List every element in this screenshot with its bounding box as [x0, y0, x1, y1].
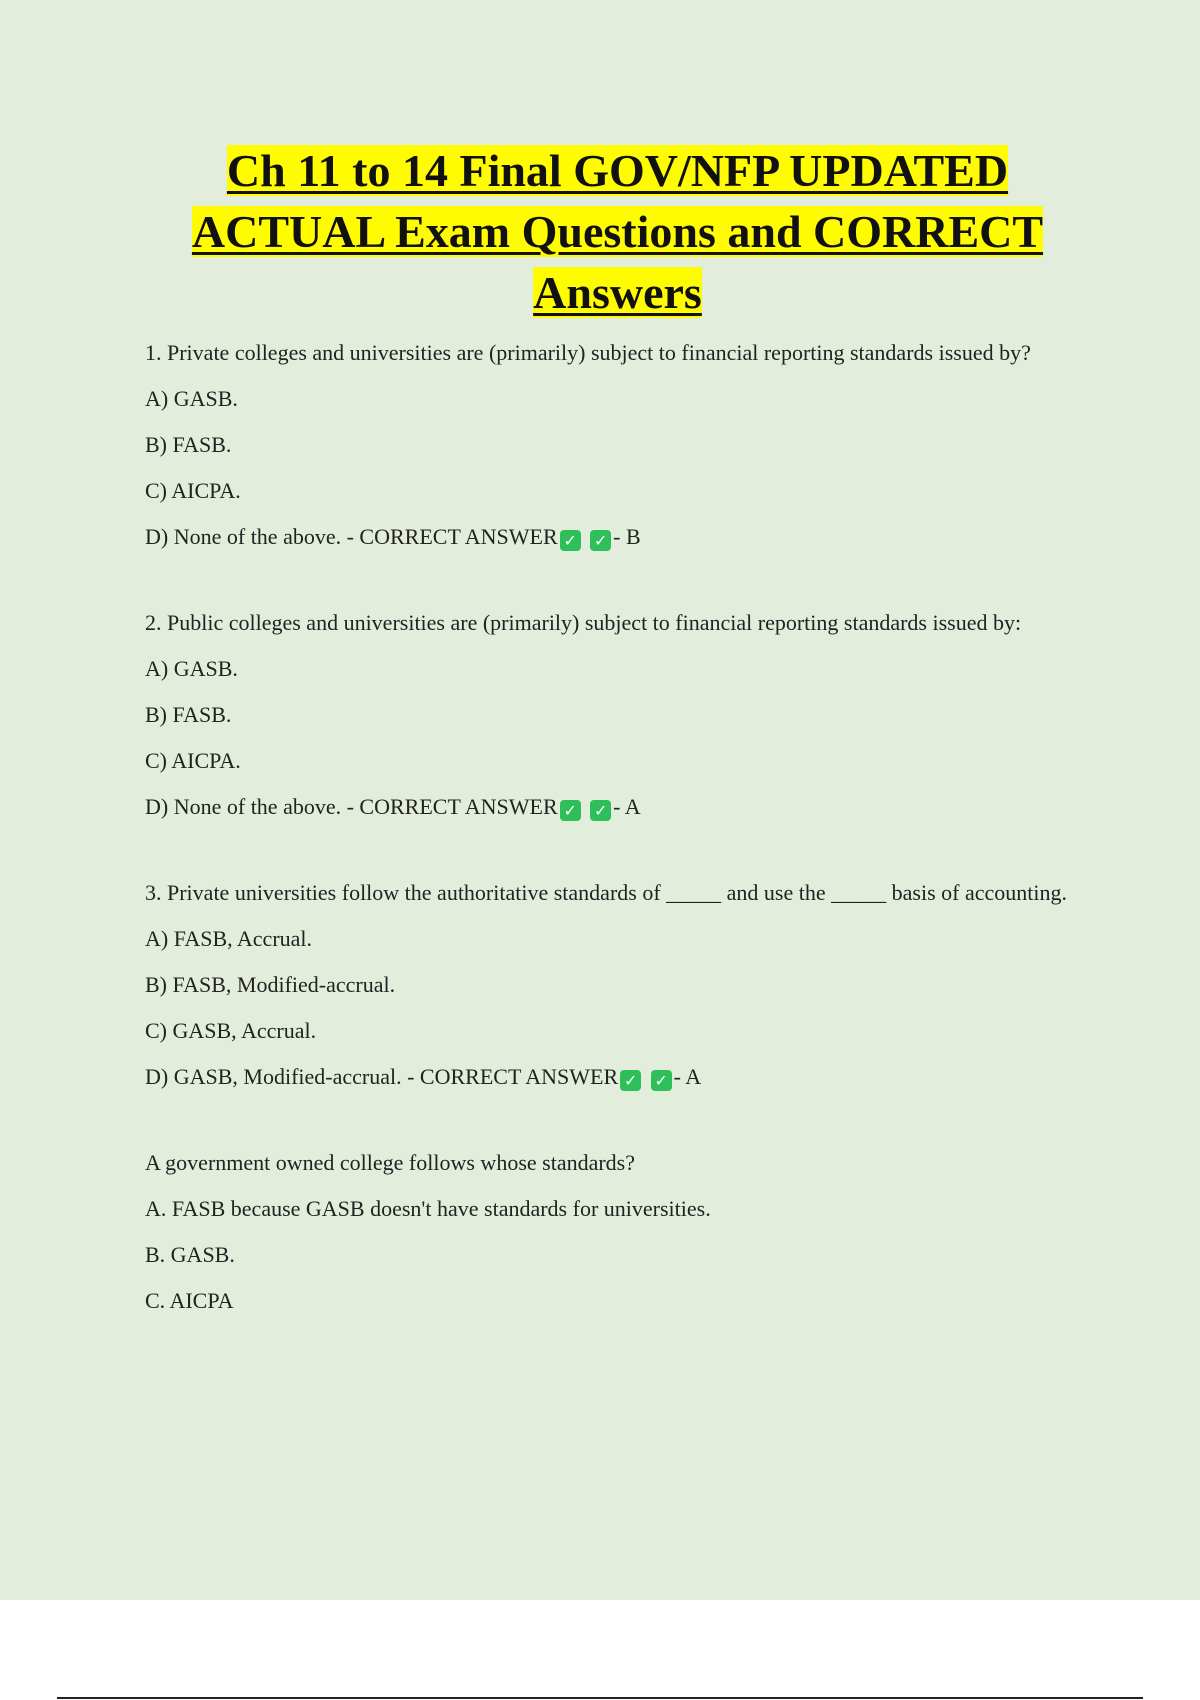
- option-c: C) AICPA.: [145, 478, 241, 503]
- document-title: [145, 140, 1090, 323]
- option-d-with-answer: [145, 522, 1090, 552]
- check-mark-icon: ✓: [590, 800, 611, 821]
- question-block-1: [145, 338, 1090, 552]
- check-mark-icon: ✓: [651, 1070, 672, 1091]
- option-b: B) FASB.: [145, 432, 232, 457]
- option-d: D) GASB, Modified-accrual. - CORRECT ANSWER: [145, 1064, 619, 1089]
- question-text: 1. Private colleges and universities are (primarily) subject to financial reporting standards issued by?: [145, 340, 1031, 365]
- check-mark-icon: ✓: [590, 530, 611, 551]
- option-c: C) AICPA.: [145, 748, 241, 773]
- question-list: [145, 338, 1090, 1372]
- correct-answer: - A: [613, 794, 641, 819]
- question-block-2: [145, 608, 1090, 822]
- option-d: D) None of the above. - CORRECT ANSWER: [145, 794, 558, 819]
- check-mark-icon: ✓: [560, 530, 581, 551]
- question-block-3: [145, 878, 1090, 1092]
- option-a: A) GASB.: [145, 386, 238, 411]
- option-d: D) None of the above. - CORRECT ANSWER: [145, 524, 558, 549]
- check-mark-icon: ✓: [620, 1070, 641, 1091]
- option-b: B. GASB.: [145, 1242, 235, 1267]
- option-c: C. AICPA: [145, 1288, 234, 1313]
- question-block-4: [145, 1148, 1090, 1316]
- question-text: 2. Public colleges and universities are (primarily) subject to financial reporting standards issued by:: [145, 610, 1022, 635]
- question-text: A government owned college follows whose standards?: [145, 1150, 635, 1175]
- option-a: A) FASB, Accrual.: [145, 926, 313, 951]
- title-line-3: Answers: [533, 267, 702, 318]
- option-b: B) FASB, Modified-accrual.: [145, 972, 396, 997]
- option-b: B) FASB.: [145, 702, 232, 727]
- option-c: C) GASB, Accrual.: [145, 1018, 317, 1043]
- correct-answer: - B: [613, 524, 641, 549]
- correct-answer: - A: [673, 1064, 702, 1089]
- check-mark-icon: ✓: [560, 800, 581, 821]
- footer-divider: [57, 1697, 1143, 1699]
- title-line-2: ACTUAL Exam Questions and CORRECT: [191, 206, 1044, 257]
- option-d-with-answer: [145, 1062, 1090, 1092]
- option-a: A. FASB because GASB doesn't have standards for universities.: [145, 1196, 711, 1221]
- title-line-1: Ch 11 to 14 Final GOV/NFP UPDATED: [226, 145, 1009, 196]
- option-a: A) GASB.: [145, 656, 238, 681]
- option-d-with-answer: [145, 792, 1090, 822]
- question-text: 3. Private universities follow the authoritative standards of _____ and use the _____ basis of accounting.: [145, 880, 1067, 905]
